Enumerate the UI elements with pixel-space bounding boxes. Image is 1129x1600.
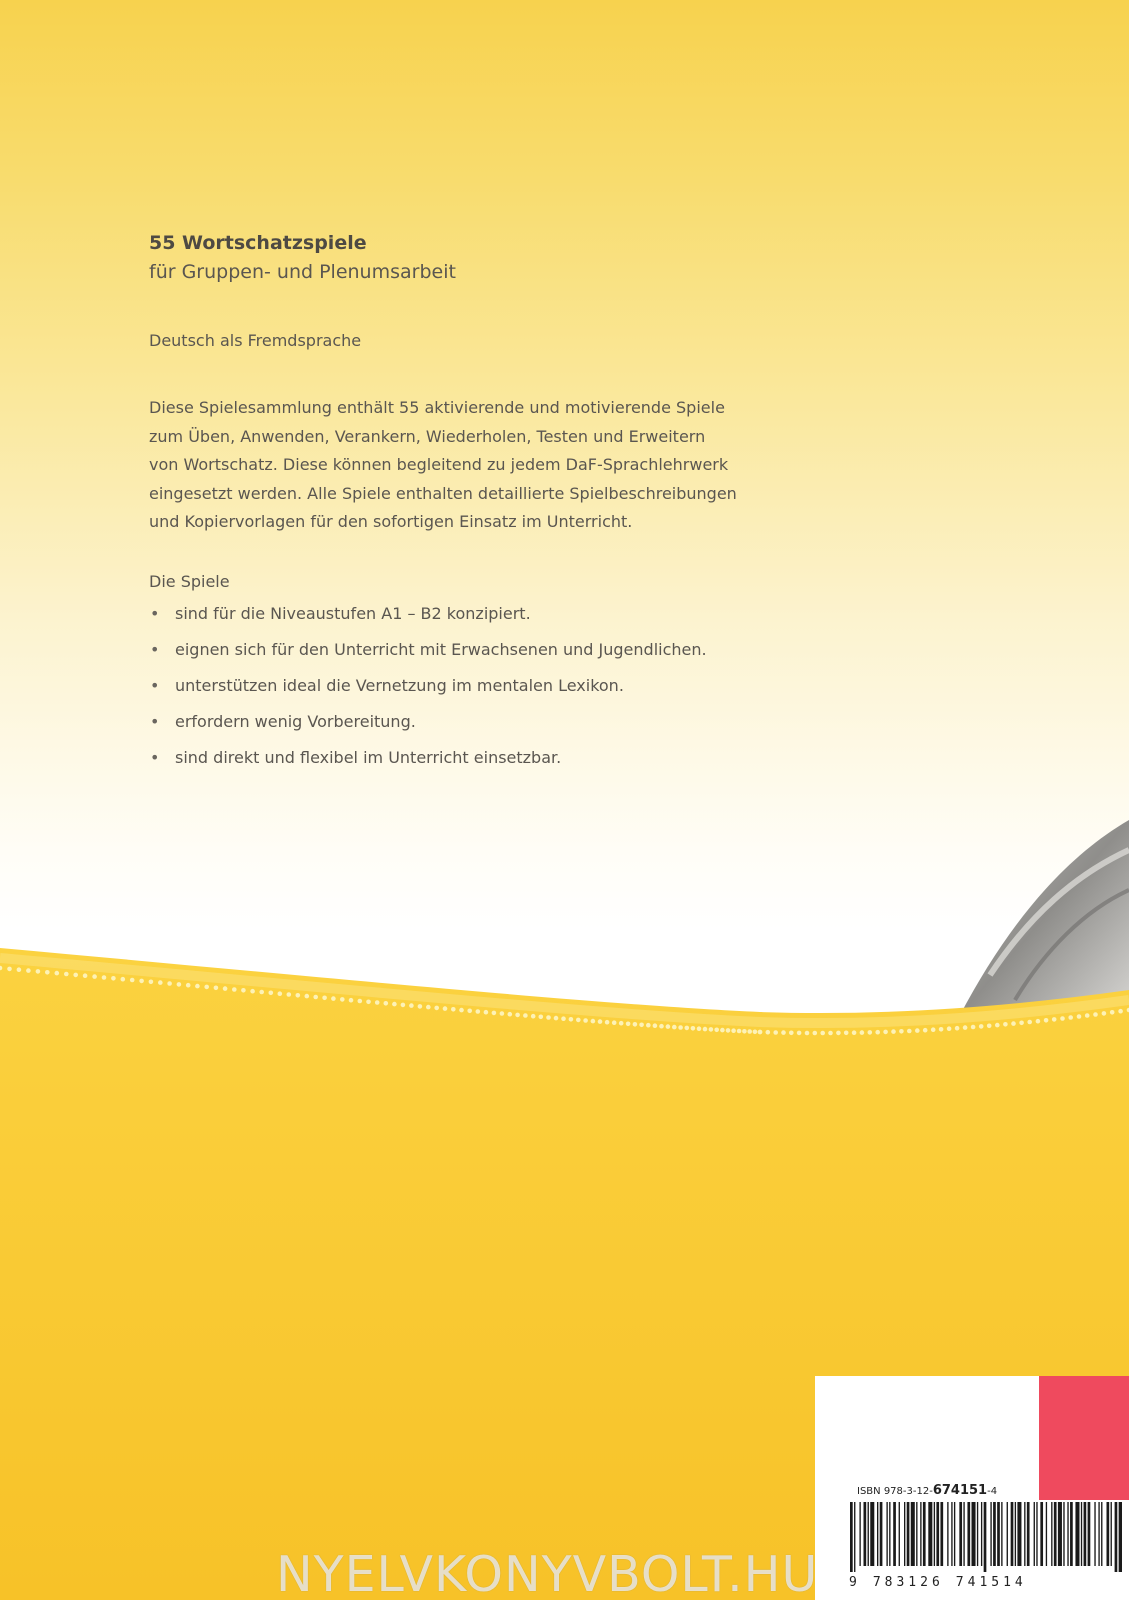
decorative-dot [1003,1022,1008,1027]
barcode-bar [977,1502,978,1566]
barcode-digits [849,1575,1125,1590]
list-item [149,746,889,770]
decorative-dot [561,1016,566,1021]
decorative-dot [646,1023,651,1028]
decorative-dot [204,985,209,990]
barcode-bar [1107,1502,1110,1566]
bullet-icon: • [150,639,160,659]
decorative-dot [358,999,363,1004]
decorative-dot [149,980,154,985]
decorative-dot [186,983,191,988]
barcode-bar [990,1502,991,1566]
decorative-dot [92,974,97,979]
description-line: von Wortschatz. Diese können begleitend zu jedem DaF-Sprachlehrwerk [149,455,729,474]
decorative-dot [1077,1014,1082,1019]
list-item-text: erfordern wenig Vorbereitung. [175,711,416,731]
text-block [149,230,889,782]
decorative-dot [931,1027,936,1032]
barcode-bar [868,1502,869,1566]
bullet-icon: • [150,675,160,695]
decorative-dot [476,1009,481,1014]
decorative-dot [659,1024,664,1029]
decorative-dot [907,1029,912,1034]
decorative-dot [111,976,116,981]
decorative-dot [121,977,126,982]
barcode-bar [1119,1502,1122,1572]
decorative-dot [313,995,318,1000]
barcode-bar [904,1502,905,1566]
decorative-dot [781,1030,786,1035]
list-item-text: unterstützen ideal die Vernetzung im mentalen Lexikon. [175,675,624,695]
decorative-dot [366,1000,371,1005]
decorative-dot [492,1011,497,1016]
barcode-bar [984,1502,987,1572]
decorative-dot [1102,1011,1107,1016]
decorative-dot [1093,1012,1098,1017]
decorative-dot [742,1029,747,1034]
barcode-bar [972,1502,976,1566]
barcode-bar [1115,1502,1118,1572]
decorative-dot [753,1030,758,1035]
barcode-bar [1070,1502,1073,1566]
isbn-prefix: ISBN 978-3-12- [857,1486,933,1497]
barcode-bar [954,1502,955,1566]
decorative-dot [672,1025,677,1030]
decorative-dot [891,1029,896,1034]
decorative-dot [434,1006,439,1011]
decorative-dot [1019,1021,1024,1026]
decorative-dot [773,1030,778,1035]
decorative-dot [83,973,88,978]
barcode-bar [1081,1502,1082,1566]
decorative-dot [401,1003,406,1008]
barcode-bar [870,1502,874,1566]
barcode-bar [916,1502,917,1566]
barcode-bar [951,1502,952,1566]
decorative-dot [691,1026,696,1031]
bullet-icon: • [150,603,160,623]
barcode-bar [1058,1502,1062,1566]
barcode-bar [997,1502,1000,1566]
barcode-bar [1088,1502,1091,1566]
decorative-dot [195,984,200,989]
barcode-bar [1111,1502,1112,1566]
decorative-dot [305,994,310,999]
decorative-dot [349,998,354,1003]
barcode-bar [1001,1502,1002,1566]
barcode-bar [947,1502,948,1566]
decorative-dot [915,1028,920,1033]
decorative-dot [813,1031,818,1036]
decorative-dot [64,972,69,977]
barcode-bar [859,1502,860,1566]
description-line: Diese Spielesammlung enthält 55 aktivierende und motivierende Spiele [149,398,725,417]
barcode-bar [886,1502,887,1566]
decorative-dot [296,993,301,998]
barcode-bar [889,1502,890,1566]
decorative-dot [720,1028,725,1033]
decorative-dot [612,1020,617,1025]
decorative-dot [678,1025,683,1030]
barcode-bar [928,1502,932,1566]
decorative-dot [17,967,22,972]
barcode-bar [911,1502,915,1566]
decorative-dot [340,997,345,1002]
decorative-dot [852,1030,857,1035]
barcode-bar [1094,1502,1095,1566]
barcode-bar [920,1502,921,1566]
decorative-dot [653,1023,658,1028]
barcode-digit-group: 741514 [955,1575,1027,1590]
barcode-bar [1007,1502,1008,1566]
barcode-bar [1063,1502,1064,1566]
barcode-bar [1017,1502,1021,1566]
decorative-dot [554,1016,559,1021]
decorative-dot [820,1031,825,1036]
decorative-dot [797,1031,802,1036]
decorative-dot [979,1024,984,1029]
decorative-dot [531,1014,536,1019]
decorative-dot [923,1028,928,1033]
decorative-dot [223,986,228,991]
barcode-digit-group: 783126 [872,1575,944,1590]
decorative-dot [605,1020,610,1025]
decorative-dot [703,1027,708,1032]
decorative-dot [899,1029,904,1034]
decorative-dot [375,1000,380,1005]
barcode-bar [893,1502,896,1566]
decorative-dot [987,1024,992,1029]
barcode-bar [967,1502,970,1566]
decorative-dot [963,1025,968,1030]
decorative-dot [875,1030,880,1035]
description-line: zum Üben, Anwenden, Verankern, Wiederholen, Testen und Erweitern [149,426,706,446]
decorative-dot [523,1013,528,1018]
isbn-number [857,1483,997,1498]
decorative-dot [26,968,31,973]
list-item [149,674,889,698]
decorative-dot [758,1030,763,1035]
barcode-digit-group: 9 [849,1575,861,1590]
decorative-dot [73,973,78,978]
barcode-bar [877,1502,878,1566]
list-item [149,602,889,626]
isbn-bold-part: 674151 [932,1483,988,1498]
decorative-dot [508,1012,513,1017]
barcode-bar [1027,1502,1030,1566]
decorative-dot [955,1026,960,1031]
decorative-dot [331,996,336,1001]
decorative-dot [583,1018,588,1023]
barcode-bar [1034,1502,1035,1566]
decorative-dot [1044,1018,1049,1023]
decorative-dot [467,1009,472,1014]
decorative-dot [747,1029,752,1034]
barcode-bar [1015,1502,1016,1566]
decorative-dot [591,1019,596,1024]
decorative-dot [409,1003,414,1008]
list-item-text: sind direkt und flexibel im Unterricht einsetzbar. [175,747,562,767]
language-label: Deutsch als Fremdsprache [149,331,362,350]
barcode-bar [880,1502,883,1566]
decorative-dot [868,1030,873,1035]
decorative-dot [158,980,163,985]
decorative-dot [167,981,172,986]
decorative-dot [500,1011,505,1016]
decorative-dot [1036,1019,1041,1024]
decorative-dot [685,1026,690,1031]
decorative-dot [392,1002,397,1007]
barcode-bar [940,1502,943,1566]
decorative-dot [259,990,264,995]
barcode-bar [1024,1502,1025,1566]
decorative-dot [836,1031,841,1036]
barcode-bar [1067,1502,1068,1566]
barcode-bar [981,1502,982,1566]
decorative-dot [418,1004,423,1009]
barcode-bar [963,1502,964,1566]
decorative-dot [576,1018,581,1023]
barcode-bar [1011,1502,1014,1566]
decorative-dot [322,996,327,1001]
decorative-dot [626,1022,631,1027]
decorative-dot [459,1008,464,1013]
decorative-dot [287,992,292,997]
decorative-dot [766,1030,771,1035]
decorative-dot [546,1015,551,1020]
decorative-dot [278,991,283,996]
decorative-dot [971,1025,976,1030]
decorative-dot [426,1005,431,1010]
decorative-dot [697,1026,702,1031]
decorative-dot [443,1006,448,1011]
decorative-dot [214,986,219,991]
barcode-bar [923,1502,926,1566]
decorative-dot [1027,1020,1032,1025]
decorative-dot [484,1010,489,1015]
isbn-color-tab [1039,1376,1129,1500]
barcode-bar [1098,1502,1099,1566]
description-line: eingesetzt werden. Alle Spiele enthalten detaillierte Spielbeschreibungen [149,483,737,503]
decorative-dot [451,1007,456,1012]
decorative-dot [241,988,246,993]
barcode-bar [1084,1502,1087,1566]
barcode-bar [1040,1502,1043,1566]
decorative-dot [844,1031,849,1036]
decorative-dot [731,1028,736,1033]
decorative-dot [939,1027,944,1032]
decorative-dot [102,975,107,980]
decorative-dot [805,1031,810,1036]
description-line: und Kopiervorlagen für den sofortigen Einsatz im Unterricht. [149,512,633,531]
barcode-bar [907,1502,910,1566]
watermark: NYELVKONYVBOLT.HU [276,1546,819,1600]
barcode-bar [1075,1502,1079,1566]
description [149,394,889,537]
decorative-dot [995,1023,1000,1028]
barcode-bar [864,1502,867,1566]
barcode-bar [993,1502,996,1566]
list-item-text: sind für die Niveaustufen A1 – B2 konzipiert. [175,603,531,623]
decorative-dot [726,1028,731,1033]
decorative-dot [1060,1016,1065,1021]
decorative-dot [1085,1013,1090,1018]
barcode-bar [1101,1502,1102,1566]
decorative-dot [633,1022,638,1027]
decorative-dot [828,1031,833,1036]
decorative-dot [384,1001,389,1006]
decorative-dot [666,1024,671,1029]
decorative-dot [1110,1010,1115,1015]
barcode-bar [1046,1502,1047,1566]
decorative-dot [515,1013,520,1018]
barcode-bar [934,1502,935,1566]
decorative-dot [883,1030,888,1035]
decorative-dot [36,969,41,974]
list-heading: Die Spiele [149,571,230,591]
decorative-dot [269,991,274,996]
decorative-dot [709,1027,714,1032]
decorative-dot [639,1023,644,1028]
decorative-dot [7,967,12,972]
decorative-dot [1118,1009,1123,1014]
book-title: 55 Wortschatzspiele [149,232,367,254]
decorative-dot [789,1031,794,1036]
feature-list [149,602,889,770]
bullet-icon: • [150,747,160,767]
barcode-bar [850,1502,853,1572]
decorative-dot [232,987,237,992]
decorative-dot [1011,1021,1016,1026]
decorative-dot [177,982,182,987]
decorative-dot [598,1019,603,1024]
barcode-bar [854,1502,855,1572]
decorative-dot [1052,1017,1057,1022]
decorative-dot [250,989,255,994]
decorative-dot [539,1015,544,1020]
barcode [848,1502,1122,1572]
book-subtitle: für Gruppen- und Plenumsarbeit [149,261,456,283]
decorative-dot [714,1028,719,1033]
decorative-dot [139,979,144,984]
decorative-dot [45,970,50,975]
decorative-dot [130,978,135,983]
barcode-bar [959,1502,962,1566]
list-item-text: eignen sich für den Unterricht mit Erwachsenen und Jugendlichen. [175,639,707,659]
list-item [149,710,889,734]
list-item [149,638,889,662]
decorative-dot [1068,1015,1073,1020]
decorative-dot [860,1030,865,1035]
decorative-dot [55,971,60,976]
decorative-dot [569,1017,574,1022]
barcode-bar [899,1502,900,1566]
barcode-bar [936,1502,939,1566]
isbn-suffix: -4 [987,1486,998,1497]
barcode-bar [1036,1502,1037,1566]
bullet-icon: • [150,711,160,731]
barcode-bar [1054,1502,1057,1566]
decorative-dot [947,1026,952,1031]
decorative-dot [619,1021,624,1026]
barcode-bar [1051,1502,1052,1566]
decorative-dot [737,1029,742,1034]
